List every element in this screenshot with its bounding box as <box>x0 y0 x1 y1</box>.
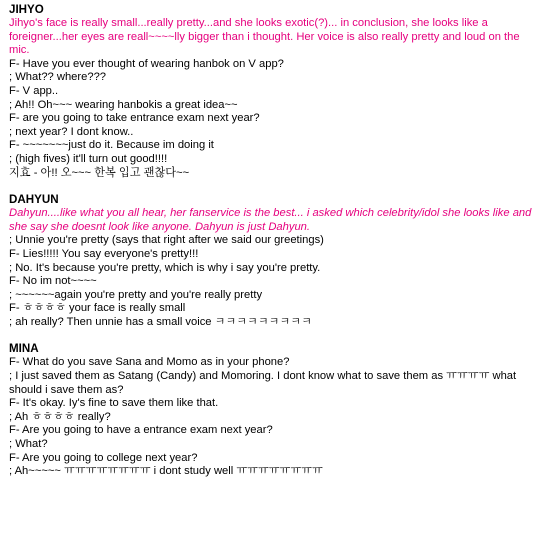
dialogue-line: F- Are you going to college next year? <box>9 451 198 464</box>
dialogue-line: ; What? <box>9 438 48 451</box>
dialogue-line: F- No im not~~~~ <box>9 275 97 288</box>
dialogue-line: ; Unnie you're pretty (says that right after we said our greetings) <box>9 234 324 247</box>
dialogue-line: ; Ah~~~~~ ㅠㅠㅠㅠㅠㅠㅠㅠ i dont study well ㅠㅠㅠㅠㅠㅠㅠㅠ <box>9 465 323 478</box>
dialogue-line: 지효 - 아!! 오~~~ 한복 입고 괜찮다~~ <box>9 166 190 179</box>
section-dahyun <box>9 193 540 329</box>
section-jihyo <box>9 3 540 180</box>
dialogue-line: F- are you going to take entrance exam next year? <box>9 112 260 125</box>
dialogue-line: F- V app.. <box>9 84 59 97</box>
section-description: Jihyo's face is really small...really pretty...and she looks exotic(?)... in conclusion, she looks like a foreigner...her eyes are reall~~~~lly bigger than i thought. Her voice is also really pretty and loud on the mic. <box>9 17 520 57</box>
dialogue-line: F- Are you going to have a entrance exam next year? <box>9 424 273 437</box>
dialogue-line: F- ~~~~~~~just do it. Because im doing it <box>9 139 214 152</box>
dialogue-line: F- ㅎㅎㅎㅎ your face is really small <box>9 302 186 315</box>
dialogue-line: F- Have you ever thought of wearing hanbok on V app? <box>9 57 284 70</box>
dialogue-line: ; No. It's because you're pretty, which is why i say you're pretty. <box>9 261 321 274</box>
dialogue-line: ; ~~~~~~again you're pretty and you're really pretty <box>9 288 263 301</box>
section-mina <box>9 342 540 478</box>
section-heading: MINA <box>9 342 39 356</box>
dialogue-line: ; Ah ㅎㅎㅎㅎ really? <box>9 410 111 423</box>
dialogue-line: ; (high fives) it'll turn out good!!!! <box>9 152 168 165</box>
section-description: Dahyun....like what you all hear, her fanservice is the best... i asked which celebrity/idol she looks like and she say she doesnt look like anyone. Dahyun is just Dahyun. <box>9 207 532 233</box>
dialogue-line: ; next year? I dont know.. <box>9 125 134 138</box>
dialogue-line: ; Ah!! Oh~~~ wearing hanbokis a great idea~~ <box>9 98 238 111</box>
dialogue-line: F- What do you save Sana and Momo as in your phone? <box>9 356 290 369</box>
dialogue-line: ; What?? where??? <box>9 71 107 84</box>
dialogue-line: F- It's okay. Iy's fine to save them like that. <box>9 397 219 410</box>
section-heading: JIHYO <box>9 3 44 16</box>
dialogue-line: ; ah really? Then unnie has a small voice ㅋㅋㅋㅋㅋㅋㅋㅋㅋ <box>9 315 312 328</box>
dialogue-line: ; I just saved them as Satang (Candy) and Momoring. I dont know what to save them as ㅠㅠㅠㅠ what should i save them as? <box>9 370 517 396</box>
section-heading: DAHYUN <box>9 193 59 207</box>
dialogue-line: F- Lies!!!!! You say everyone's pretty!!! <box>9 247 199 260</box>
